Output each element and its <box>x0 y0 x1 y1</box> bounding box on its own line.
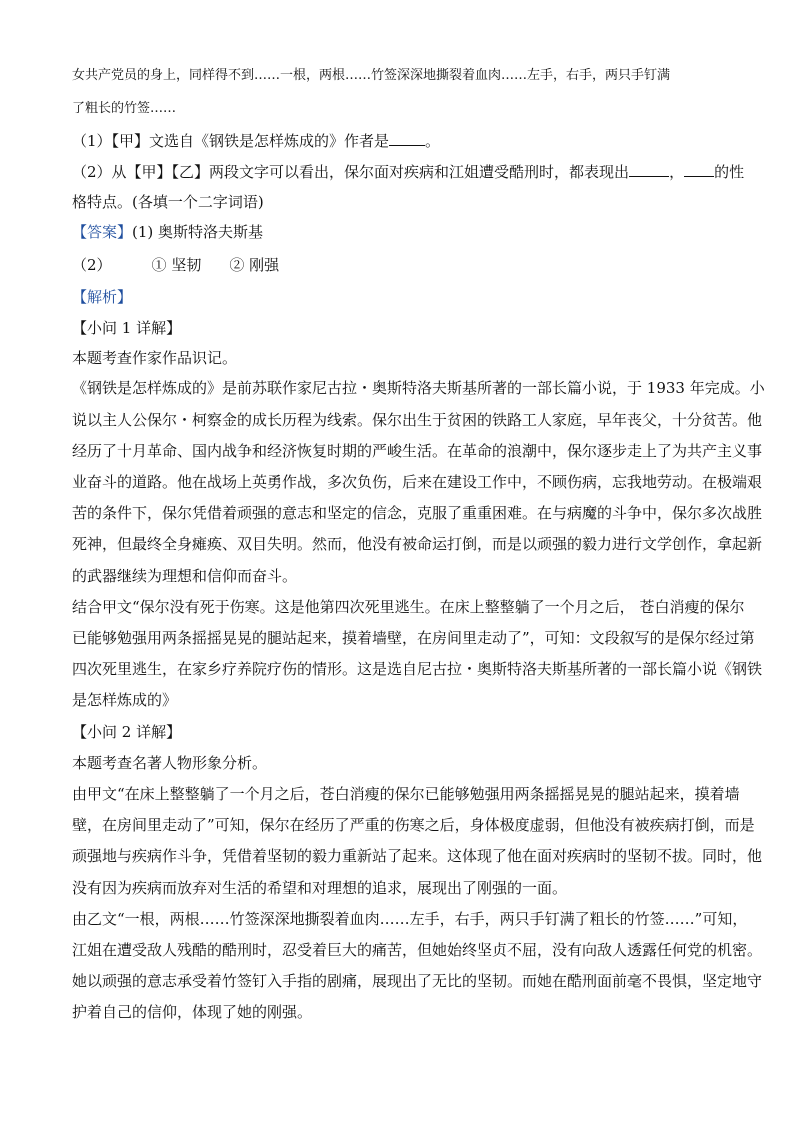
paragraph-1-line-1: 《钢铁是怎样炼成的》是前苏联作家尼古拉・奥斯特洛夫斯基所著的一部长篇小说，于 1933 年完成。小 <box>72 379 765 397</box>
analysis-label: 【解析】 <box>72 288 133 306</box>
answer-1: (1) 奥斯特洛夫斯基 <box>132 223 264 241</box>
question-2-text: （2）从【甲】【乙】两段文字可以看出，保尔面对疾病和江姐遭受酷刑时，都表现出 <box>72 163 630 181</box>
quote-line-1: 女共产党员的身上，同样得不到……一根，两根……竹签深深地撕裂着血肉……左手，右手，两只手钉满 <box>72 68 671 83</box>
question-2-tail: 的性 <box>714 163 745 181</box>
paragraph-2-line-1: 结合甲文“保尔没有死于伤寒。这是他第四次死里逃生。在床上整整躺了一个月之后， 苍白消瘦的保尔 <box>72 598 745 616</box>
question-1-end: 。 <box>425 132 441 150</box>
paragraph-1-line-2: 说以主人公保尔・柯察金的成长历程为线索。保尔出生于贫困的铁路工人家庭，早年丧父，十分贫苦。他 <box>72 411 763 429</box>
paragraph-3-line-4: 没有因为疾病而放弃对生活的希望和对理想的追求，展现出了刚强的一面。 <box>72 879 568 897</box>
answer-2a: ① 坚韧 <box>151 256 202 274</box>
answer-row-2 <box>72 255 724 275</box>
paragraph-2-line-4: 是怎样炼成的》 <box>72 691 178 709</box>
sub-question-2-title: 【小问 2 详解】 <box>72 723 182 741</box>
question-1-text: （1）【甲】文选自《钢铁是怎样炼成的》作者是 <box>72 132 390 150</box>
question-2-comma: ， <box>669 163 685 181</box>
answer-blank-1 <box>389 131 425 146</box>
answer-2-number: （2） <box>72 256 112 274</box>
answer-blank-2a <box>629 162 669 177</box>
sub-question-2-intro: 本题考查名著人物形象分析。 <box>72 754 268 772</box>
answer-label: 【答案】 <box>72 223 133 241</box>
paragraph-3-line-1: 由甲文“在床上整整躺了一个月之后，苍白消瘦的保尔已能够勉强用两条摇摇晃晃的腿站起来，摸着墙 <box>72 785 740 803</box>
sub-question-1-title: 【小问 1 详解】 <box>72 319 182 337</box>
answer-blank-2b <box>684 162 714 177</box>
paragraph-3-line-2: 壁，在房间里走动了”可知，保尔在经历了严重的伤寒之后，身体极度虚弱，但他没有被疾病打倒，而是 <box>72 816 755 834</box>
paragraph-2-line-2: 已能够勉强用两条摇摇晃晃的腿站起来，摸着墙壁，在房间里走动了”，可知：文段叙写的是保尔经过第 <box>72 629 755 647</box>
answer-2b: ② 刚强 <box>229 256 280 274</box>
paragraph-2-line-3: 四次死里逃生，在家乡疗养院疗伤的情形。这是选自尼古拉・奥斯特洛夫斯基所著的一部长篇小说《钢铁 <box>72 660 763 678</box>
paragraph-4-line-4: 护着自己的信仰，体现了她的刚强。 <box>72 1003 313 1021</box>
answer-row-1 <box>72 222 724 242</box>
paragraph-3-line-3: 顽强地与疾病作斗争，凭借着坚韧的毅力重新站了起来。这体现了他在面对疾病时的坚韧不拔。同时，他 <box>72 847 763 865</box>
paragraph-1-line-5: 苦的条件下，保尔凭借着顽强的意志和坚定的信念，克服了重重困难。在与病魔的斗争中，保尔多次战胜 <box>72 504 763 522</box>
paragraph-4-line-2: 江姐在遭受敌人残酷的酷刑时，忍受着巨大的痛苦，但她始终坚贞不屈，没有向敌人透露任何党的机密。 <box>72 941 763 959</box>
paragraph-1-line-7: 的武器继续为理想和信仰而奋斗。 <box>72 567 298 585</box>
question-2-continued: 格特点。(各填一个二字词语) <box>72 193 264 211</box>
quote-line-2: 了粗长的竹签…… <box>72 101 177 116</box>
question-2 <box>72 162 745 182</box>
paragraph-1-line-6: 死神，但最终全身瘫痪、双目失明。然而，他没有被命运打倒，而是以顽强的毅力进行文学创作，拿起新 <box>72 535 763 553</box>
paragraph-4-line-3: 她以顽强的意志承受着竹签钉入手指的剧痛，展现出了无比的坚韧。而她在酷刑面前毫不畏惧，坚定地守 <box>72 972 763 990</box>
paragraph-1-line-3: 经历了十月革命、国内战争和经济恢复时期的严峻生活。在革命的浪潮中，保尔逐步走上了为共产主义事 <box>72 442 763 460</box>
paragraph-4-line-1: 由乙文“一根，两根……竹签深深地撕裂着血肉……左手，右手，两只手钉满了粗长的竹签……”可知， <box>72 910 748 928</box>
sub-question-1-intro: 本题考查作家作品识记。 <box>72 349 238 367</box>
question-1 <box>72 131 724 151</box>
paragraph-1-line-4: 业奋斗的道路。他在战场上英勇作战，多次负伤，后来在建设工作中，不顾伤病，忘我地劳动。在极端艰 <box>72 473 763 491</box>
